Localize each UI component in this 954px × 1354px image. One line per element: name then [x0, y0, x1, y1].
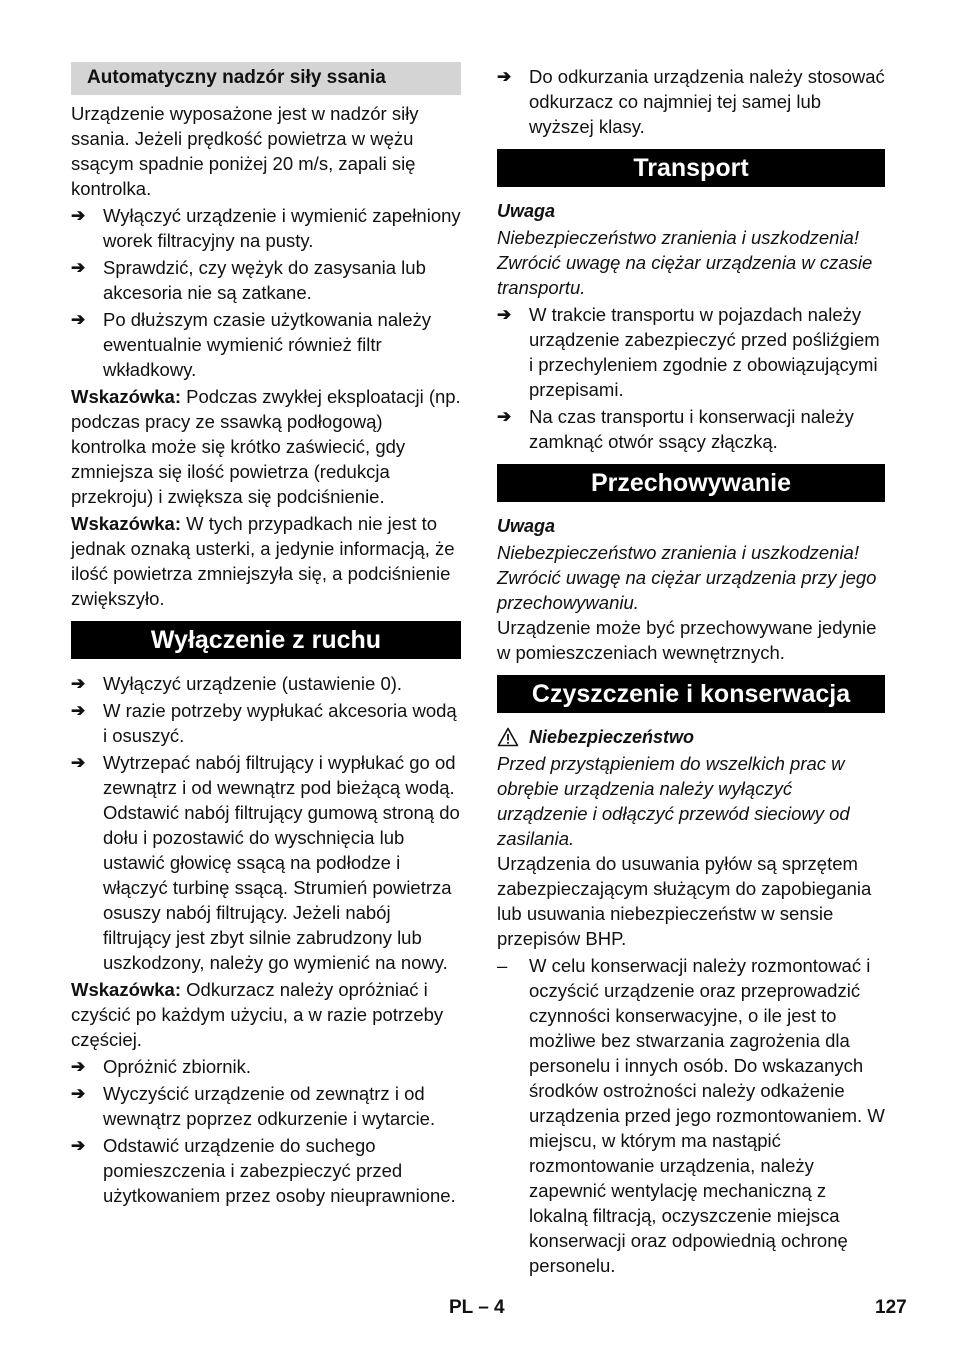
- transport-caution-text: Niebezpieczeństwo zranienia i uszkodzenia! Zwrócić uwagę na ciężar urządzenia w czasie transportu.: [497, 227, 873, 298]
- arrow-icon: ➔: [71, 206, 86, 225]
- arrow-icon: ➔: [71, 674, 86, 693]
- storage-caution-text: Niebezpieczeństwo zranienia i uszkodzenia! Zwrócić uwagę na ciężar urządzenia przy jego przechowywaniu.: [497, 542, 877, 613]
- note-paragraph: [71, 511, 461, 611]
- list-item: [71, 1133, 461, 1208]
- arrow-icon: ➔: [71, 1084, 86, 1103]
- list-item: [497, 953, 885, 1278]
- arrow-icon: ➔: [497, 305, 512, 324]
- list-item: [71, 750, 461, 975]
- maintenance-text: Urządzenia do usuwania pyłów są sprzętem zabezpieczającym służącym do zapobiegania lub usuwania niebezpieczeństw w sensie przepisów BHP.: [497, 853, 872, 949]
- danger-row: [497, 725, 885, 749]
- note-label: Wskazówka:: [71, 513, 182, 534]
- list-item: [497, 64, 885, 139]
- list-item-text: Sprawdzić, czy wężyk do zasysania lub akcesoria nie są zatkane.: [103, 257, 426, 303]
- list-item: [497, 302, 885, 402]
- list-item-text: Opróżnić zbiornik.: [103, 1056, 252, 1077]
- storage-heading: Przechowywanie: [497, 464, 885, 502]
- list-item: [71, 203, 461, 253]
- note-label: Wskazówka:: [71, 386, 182, 407]
- note-text: Podczas zwykłej eksploatacji (np. podczas pracy ze ssawką podłogową) kontrolka może się krótko zaświecić, gdy zmniejsza się ilość powietrza (redukcja przekroju) i zwiększa się podciśnienie.: [71, 386, 461, 507]
- danger-text: Przed przystąpieniem do wszelkich prac w obrębie urządzenia należy wyłączyć urządzenie i odłączyć przewód sieciowy od zasilania.: [497, 753, 850, 849]
- list-item-text: Wyczyścić urządzenie od zewnątrz i od wewnątrz poprzez odkurzenie i wytarcie.: [103, 1083, 436, 1129]
- arrow-icon: ➔: [497, 67, 512, 86]
- arrow-icon: ➔: [71, 753, 86, 772]
- note-text: W tych przypadkach nie jest to jednak oznaką usterki, a jedynie informacją, że ilość powietrza zmniejszyła się, a podciśnienie zwiększyło.: [71, 513, 455, 609]
- arrow-icon: ➔: [71, 310, 86, 329]
- arrow-icon: ➔: [71, 258, 86, 277]
- danger-label: Niebezpieczeństwo: [529, 727, 695, 747]
- caution-label: Uwaga: [497, 201, 556, 221]
- arrow-icon: ➔: [71, 1136, 86, 1155]
- suction-monitor-heading: Automatyczny nadzór siły ssania: [71, 62, 461, 95]
- note-text: Odkurzacz należy opróżniać i czyścić po każdym użyciu, a w razie potrzeby częściej.: [71, 979, 444, 1050]
- list-item-text: Odstawić urządzenie do suchego pomieszczenia i zabezpieczyć przed użytkowaniem przez osoby nieuprawnione.: [103, 1135, 456, 1206]
- suction-intro: Urządzenie wyposażone jest w nadzór siły ssania. Jeżeli prędkość powietrza w wężu ssącym spadnie poniżej 20 m/s, zapali się kontrolka.: [71, 103, 419, 199]
- list-item-text: Po dłuższym czasie użytkowania należy ewentualnie wymienić również filtr wkładkowy.: [103, 309, 432, 380]
- caution-label: Uwaga: [497, 516, 556, 536]
- list-item: [497, 404, 885, 454]
- shutdown-heading: Wyłączenie z ruchu: [71, 621, 461, 659]
- list-item: [71, 1054, 461, 1079]
- maintenance-heading: Czyszczenie i konserwacja: [497, 675, 885, 713]
- dash-marker: –: [497, 955, 508, 976]
- arrow-icon: ➔: [497, 407, 512, 426]
- list-item-text: Wyłączyć urządzenie (ustawienie 0).: [103, 673, 403, 694]
- list-item-text: Wyłączyć urządzenie i wymienić zapełniony worek filtracyjny na pusty.: [103, 205, 461, 251]
- list-item: [71, 698, 461, 748]
- footer-language-page: PL – 4: [449, 1297, 505, 1318]
- list-item: [71, 1081, 461, 1131]
- list-item-text: Na czas transportu i konserwacji należy zamknąć otwór ssący złączką.: [529, 406, 854, 452]
- list-item-text: W celu konserwacji należy rozmontować i oczyścić urządzenie oraz przeprowadzić czynności konserwacyjne, o ile jest to możliwe bez stwarzania zagrożenia dla personelu i innych osób. Do wskazanych środków ostrożności należy odkażenie urządzenia przed jego rozmontowaniem. W miejscu, w którym ma nastąpić rozmontowanie urządzenia, należy zapewnić wentylację mechaniczną z lokalną filtracją, oczyszczenie miejsca konserwacji oraz odpowiednią ochronę personelu.: [529, 955, 885, 1276]
- page-number: 127: [875, 1297, 907, 1318]
- list-item-text: W razie potrzeby wypłukać akcesoria wodą i osuszyć.: [103, 700, 457, 746]
- list-item-text: Wytrzepać nabój filtrujący i wypłukać go od zewnątrz i od wewnątrz pod bieżącą wodą. Odstawić nabój filtrujący gumową stroną do dołu i pozostawić do wyschnięcia lub ustawić głowicę ssącą na podłodze i włączyć turbinę ssącą. Strumień powietrza osuszy nabój filtrujący. Jeżeli nabój filtrujący jest zbyt silnie zabrudzony lub uszkodzony, należy go wymienić na nowy.: [103, 752, 460, 973]
- right-column: [497, 62, 885, 1278]
- list-item-text: W trakcie transportu w pojazdach należy urządzenie zabezpieczyć przed pośliźgiem i przechyleniem zgodnie z obowiązującymi przepisami.: [529, 304, 880, 400]
- list-item-text: Do odkurzania urządzenia należy stosować odkurzacz co najmniej tej samej lub wyższej klasy.: [529, 66, 885, 137]
- note-label: Wskazówka:: [71, 979, 182, 1000]
- storage-text: Urządzenie może być przechowywane jedynie w pomieszczeniach wewnętrznych.: [497, 617, 877, 663]
- left-column: [71, 62, 461, 1208]
- list-item: [71, 671, 461, 696]
- note-paragraph: [71, 384, 461, 509]
- arrow-icon: ➔: [71, 701, 86, 720]
- list-item: [71, 255, 461, 305]
- arrow-icon: ➔: [71, 1057, 86, 1076]
- list-item: [71, 307, 461, 382]
- transport-heading: Transport: [497, 149, 885, 187]
- warning-triangle-icon: [497, 727, 519, 747]
- note-paragraph: [71, 977, 461, 1052]
